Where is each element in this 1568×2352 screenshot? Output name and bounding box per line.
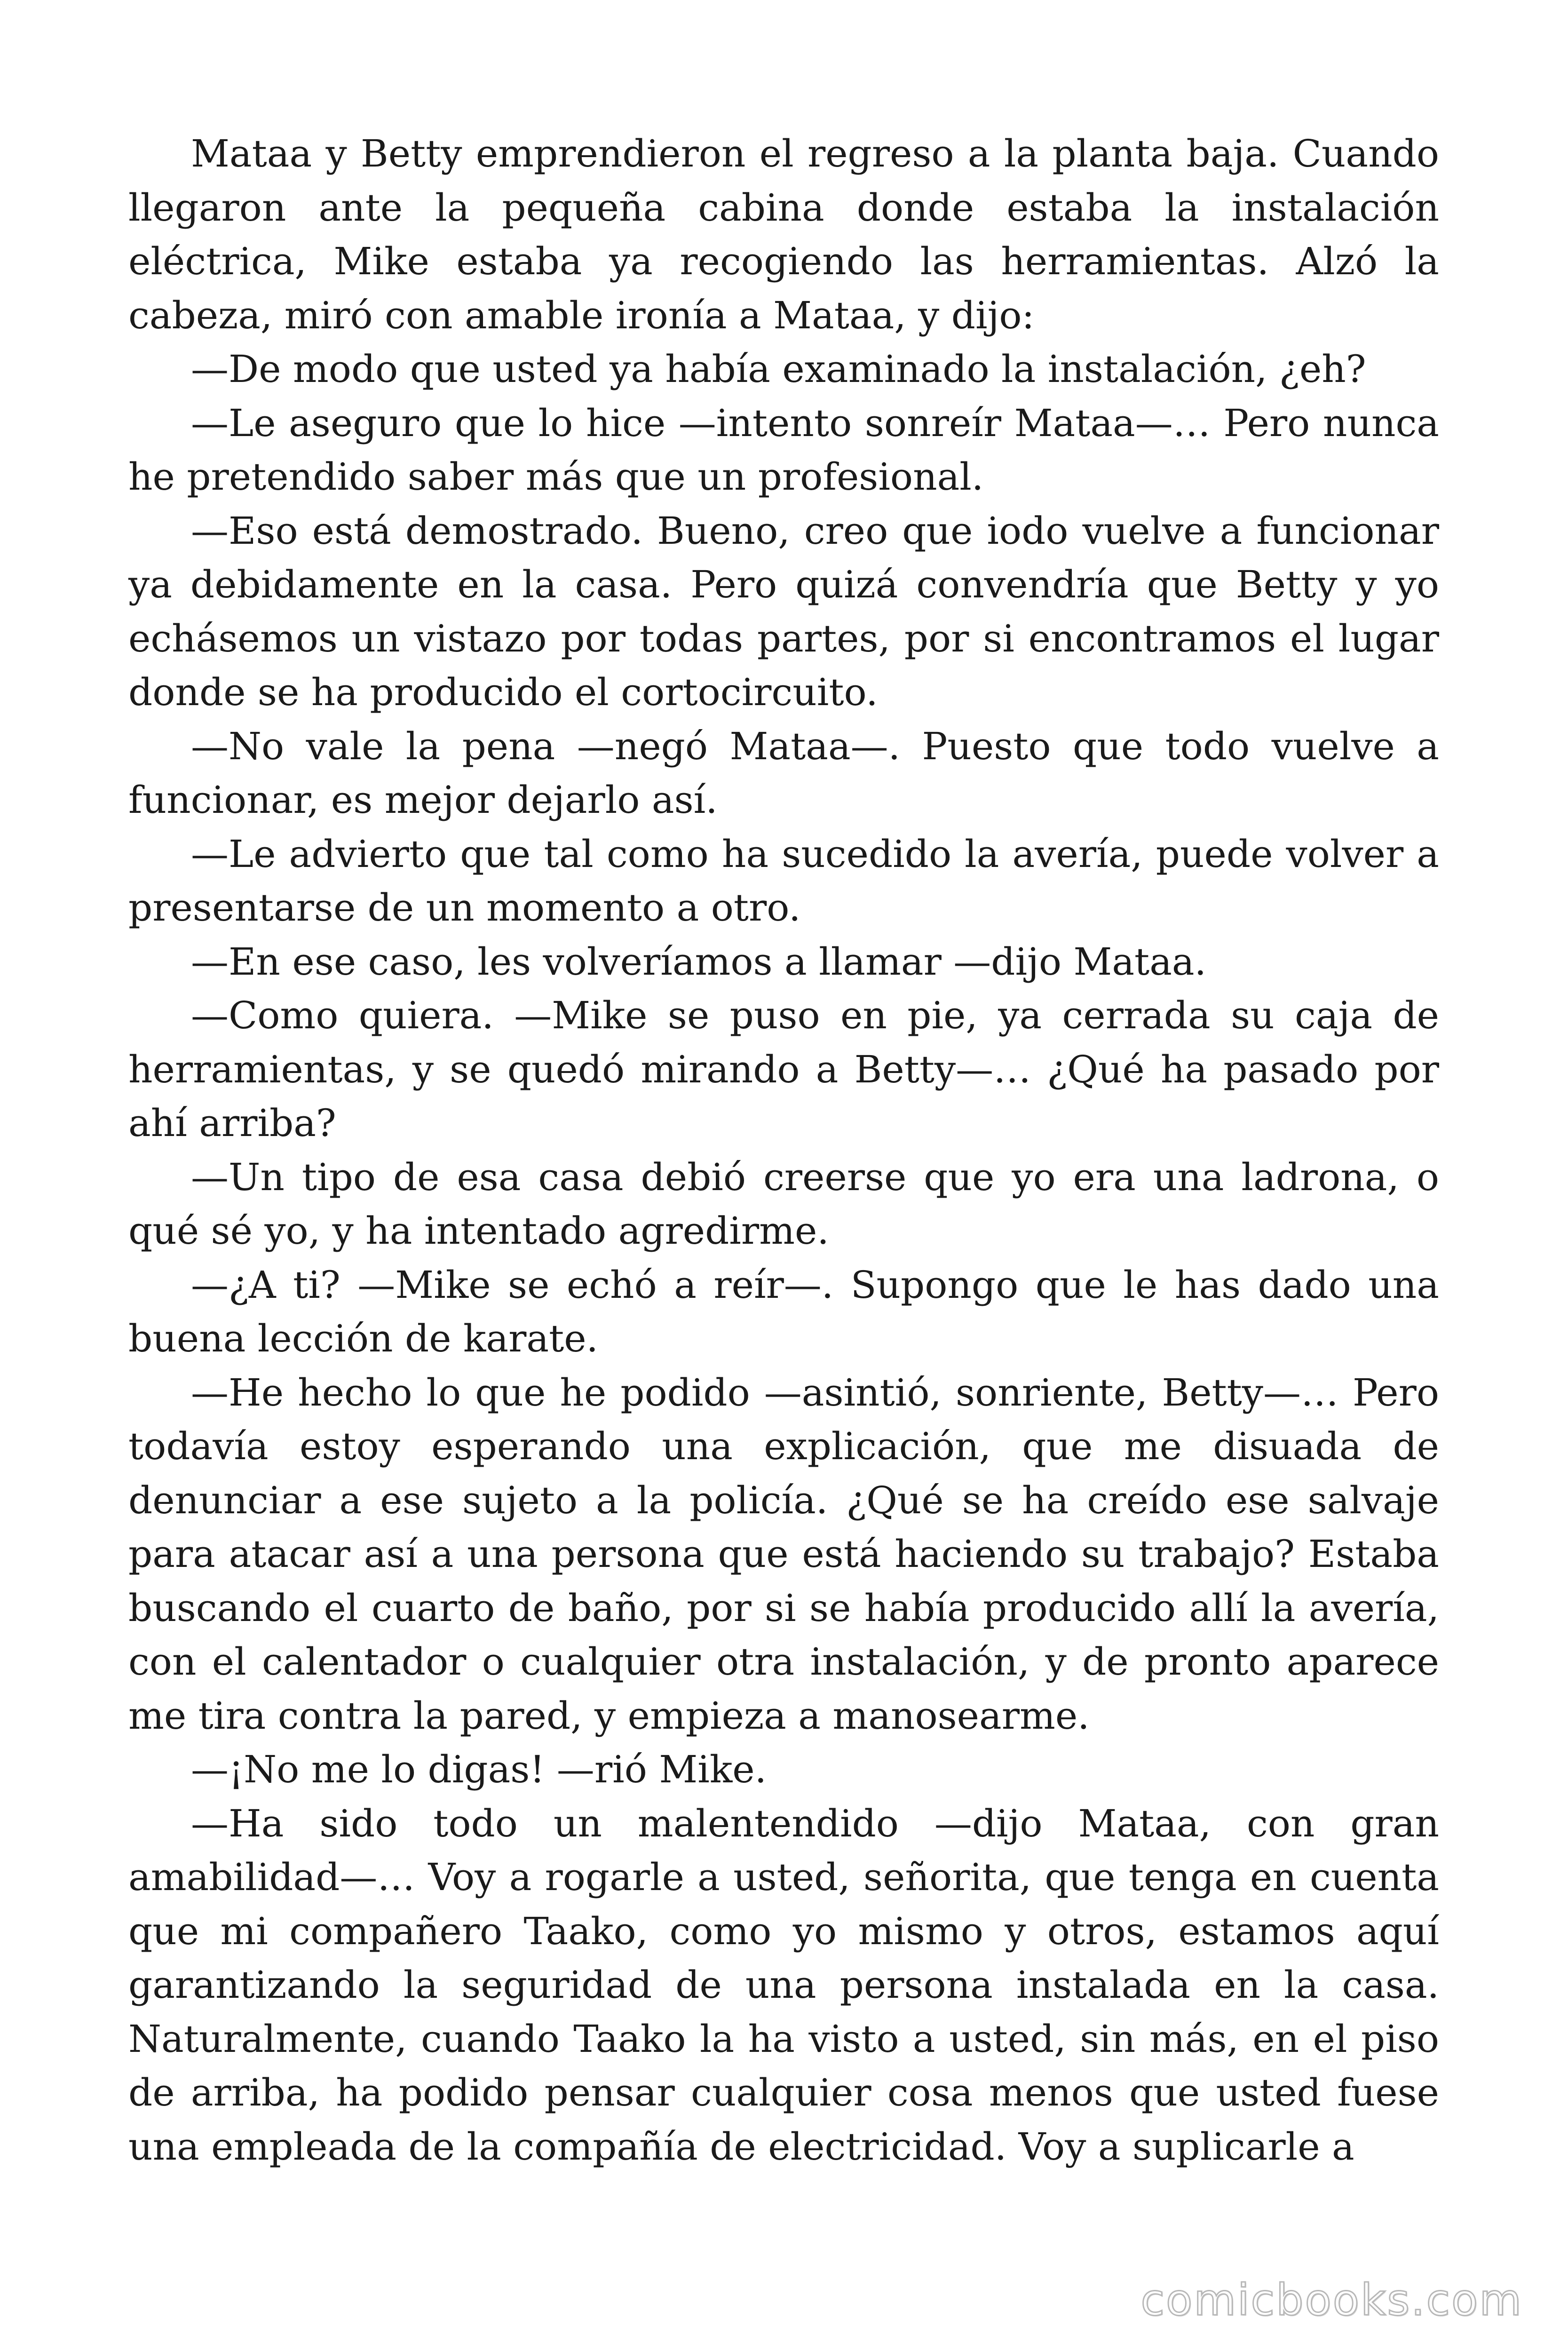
paragraph-8: —Como quiera. —Mike se puso en pie, ya cerrada su caja de herramientas, y se quedó mirando a Betty—… ¿Qué ha pasado por ahí arriba? [128, 993, 1439, 1145]
watermark-text: comicbooks.com [1140, 2275, 1523, 2325]
paragraph-4: —Eso está demostrado. Bueno, creo que iodo vuelve a funcionar ya debidamente en la casa. Pero quizá convendría que Betty y yo echásemos un vistazo por todas partes, por si encontramos el lugar donde se ha producido el cortocircuito. [128, 509, 1439, 714]
paragraph-7: —En ese caso, les volveríamos a llamar —dijo Mataa. [191, 939, 1207, 984]
paragraph-13: —Ha sido todo un malentendido —dijo Mataa, con gran amabilidad—… Voy a rogarle a usted, señorita, que tenga en cuenta que mi compañero Taako, como yo mismo y otros, estamos aquí garantizando la seguridad de una persona instalada en la casa. Naturalmente, cuando Taako la ha visto a usted, sin más, en el piso de arriba, ha podido pensar cualquier cosa menos que usted fuese una empleada de la compañía de electricidad. Voy a suplicarle a [128, 1801, 1439, 2169]
paragraph-5: —No vale la pena —negó Mataa—. Puesto que todo vuelve a funcionar, es mejor dejarlo así. [128, 724, 1439, 822]
paragraph-12: —¡No me lo digas! —rió Mike. [191, 1748, 767, 1791]
paragraph-9: —Un tipo de esa casa debió creerse que yo era una ladrona, o qué sé yo, y ha intentado agredirme. [128, 1155, 1439, 1253]
paragraph-11: —He hecho lo que he podido —asintió, sonriente, Betty—… Pero todavía estoy esperando una explicación, que me disuada de denunciar a ese sujeto a la policía. ¿Qué se ha creído ese salvaje para atacar así a una persona que está haciendo su trabajo? Estaba buscando el cuarto de baño, por si se había producido allí la avería, con el calentador o cualquier otra instalación, y de pronto aparece me tira contra la pared, y empieza a manosearme. [128, 1370, 1439, 1738]
paragraph-2: —De modo que usted ya había examinado la instalación, ¿eh? [191, 347, 1366, 391]
paragraph-10: —¿A ti? —Mike se echó a reír—. Supongo que le has dado una buena lección de karate. [128, 1263, 1439, 1360]
page-body-text [128, 127, 1439, 2174]
paragraph-1: Mataa y Betty emprendieron el regreso a la planta baja. Cuando llegaron ante la pequeña cabina donde estaba la instalación eléctrica, Mike estaba ya recogiendo las herramientas. Alzó la cabeza, miró con amable ironía a Mataa, y dijo: [128, 132, 1439, 337]
paragraph-6: —Le advierto que tal como ha sucedido la avería, puede volver a presentarse de un momento a otro. [128, 832, 1439, 930]
paragraph-3: —Le aseguro que lo hice —intento sonreír Mataa—… Pero nunca he pretendido saber más que un profesional. [128, 401, 1439, 499]
